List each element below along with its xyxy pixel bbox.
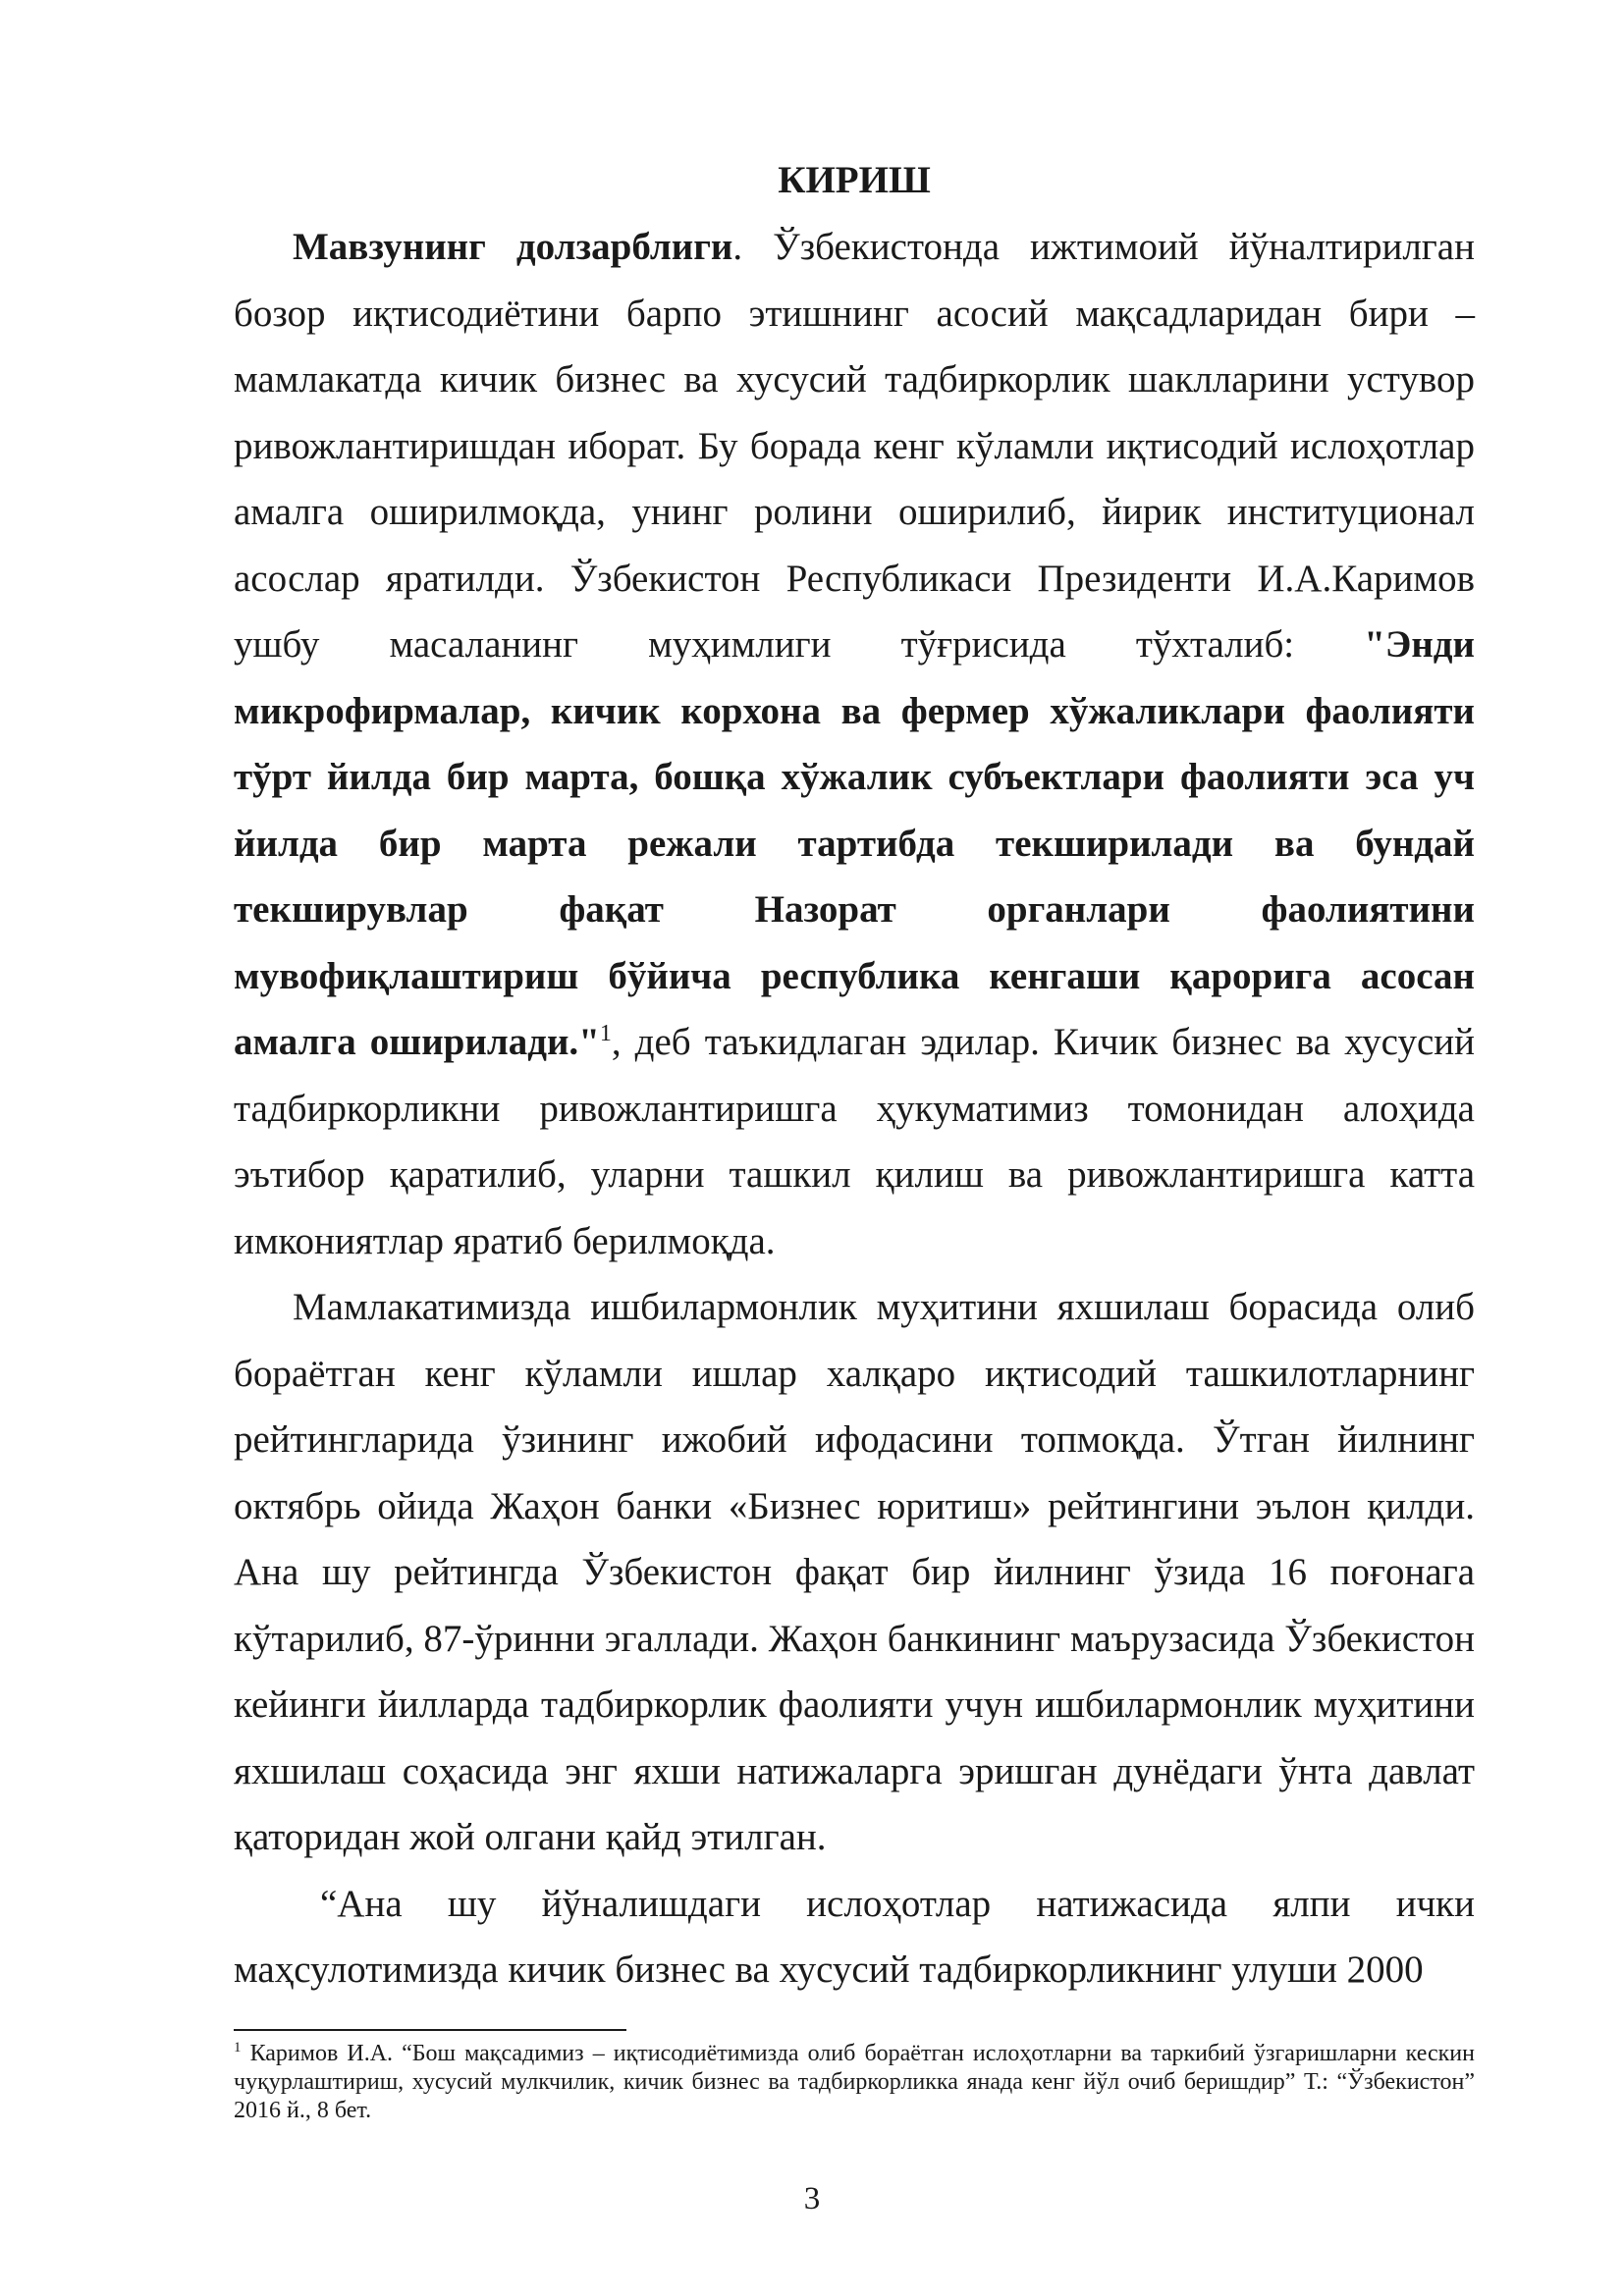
president-quote (234, 623, 1475, 1063)
paragraph-reforms-quote: “Ана шу йўналишдаги ислоҳотлар натижасида ялпи ички маҳсулотимизда кичик бизнес ва хусусий тадбиркорликнинг улуши 2000 (234, 1882, 1475, 1991)
footnote-text: Каримов И.А. “Бош мақсадимиз – иқтисодиётимизда олиб бораётган ислоҳотларни ва таркибий ўзгаришларни кескин чуқурлаштириш, хусусий мулкчилик, кичик бизнес ва тадбиркорликка янада кенг йўл очиб беришдир” Т.: “Ўзбекистон” 2016 й., 8 бет. (234, 2041, 1475, 2123)
footnote (234, 2040, 1475, 2125)
relevance-text-a: . Ўзбекистонда ижтимоий йўналтирилган бозор иқтисодиётини барпо этишнинг асосий мақсадларидан бири – мамлакатда кичик бизнес ва хусусий тадбиркорлик шаклларини устувор ривожлантиришдан иборат. Бу борада кенг кўламли иқтисодий ислоҳотлар амалга оширилмоқда, унинг ролини оширилиб, йирик институционал асослар яратилди. Ўзбекистон Республикаси Президенти И.А.Каримов ушбу масаланинг муҳимлиги тўғрисида тўхталиб: (234, 226, 1475, 666)
footnote-number: 1 (234, 2040, 242, 2056)
paragraph-business-climate: Мамлакатимизда ишбилармонлик муҳитини яхшилаш борасида олиб бораётган кенг кўламли ишлар халқаро иқтисодий ташкилотларнинг рейтингларида ўзининг ижобий ифодасини топмоқда. Ўтган йилнинг октябрь ойида Жаҳон банки «Бизнес юритиш» рейтингини эълон қилди. Ана шу рейтингда Ўзбекистон фақат бир йилнинг ўзида 16 поғонага кўтарилиб, 87-ўринни эгаллади. Жаҳон банкининг маърузасида Ўзбекистон кейинги йилларда тадбиркорлик фаолияти учун ишбилармонлик муҳитини яхшилаш соҳасида энг яхши натижаларга эришган дунёдаги ўнта давлат қаторидан жой олгани қайд этилган. (234, 1286, 1475, 1858)
president-quote-text: "Энди микрофирмалар, кичик корхона ва фермер хўжаликлари фаолияти тўрт йилда бир марта, бошқа хўжалик субъектлари фаолияти эса уч йилда бир марта режали тартибда текширилади ва бундай текширувлар фақат Назорат органлари фаолиятини мувофиқлаштириш бўйича республика кенгаши қарорига асосан амалга оширилади. (234, 623, 1475, 1063)
section-heading: КИРИШ (778, 159, 931, 201)
quote-close-mark: " (578, 1021, 600, 1063)
page-number: 3 (803, 2181, 821, 2216)
relevance-lead: Мавзунинг долзарблиги (293, 226, 733, 268)
relevance-text-b: , деб таъкидлаган эдилар. Кичик бизнес ва хусусий тадбиркорликни ривожлантиришга ҳукуматимиз томонидан алоҳида эътибор қаратилиб, уларни ташкил қилиш ва ривожлантиришга катта имкониятлар яратиб берилмоқда. (234, 1021, 1476, 1262)
document-page (234, 147, 1475, 2003)
footnote-separator (234, 2029, 626, 2031)
paragraph-relevance (234, 214, 1475, 1274)
footnote-reference[interactable]: 1 (599, 1021, 612, 1046)
